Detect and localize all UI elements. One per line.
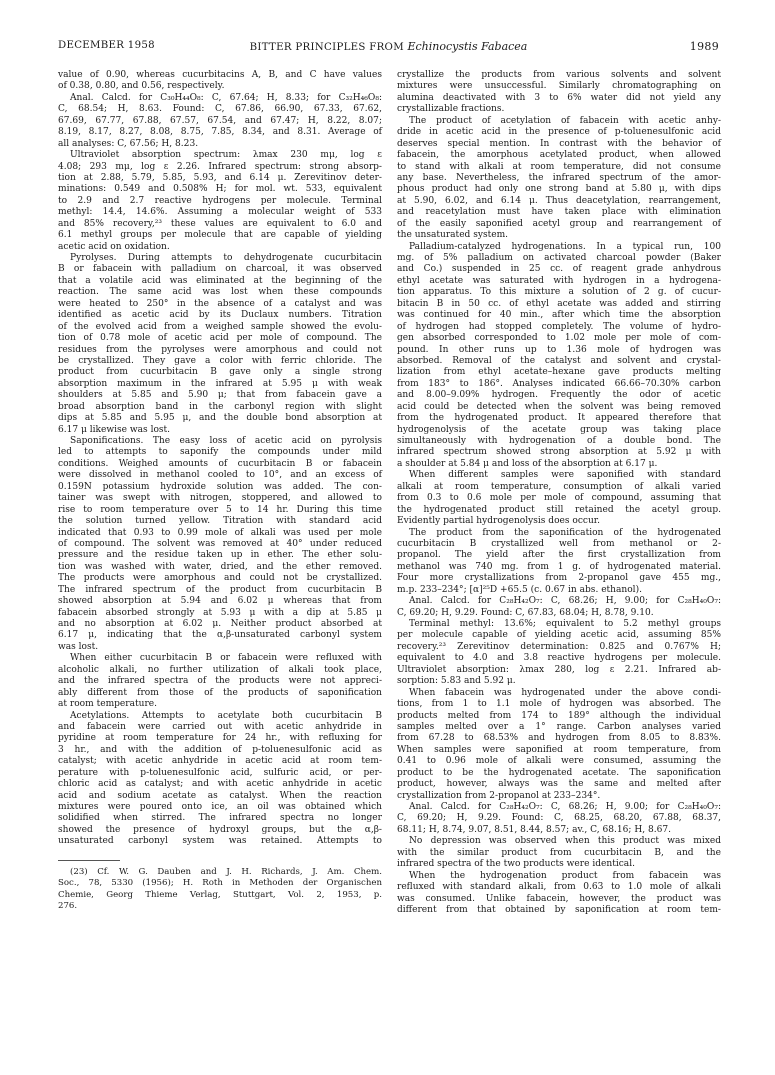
text-line: Terminal methyl: 13.6%; equivalent to 5.2 methyl groups (409, 619, 721, 629)
text-line: When the hydrogenation product from fabacein was (409, 870, 721, 881)
text-line: and 8.00–9.09% hydrogen. Frequently the odor of acetic (397, 390, 721, 401)
text-line: and reacetylation must have taken place with elimination (397, 207, 721, 218)
header-title-prefix: BITTER PRINCIPLES FROM (249, 42, 408, 53)
text-line: infrared spectra of the two products were identical. (397, 859, 635, 870)
footnote-line: Chemie, Georg Thieme Verlag, Stuttgart, Vol. 2, 1953, p. (58, 889, 382, 900)
left-column-body (58, 70, 382, 848)
text-line: When fabacein was hydrogenated under the above condi- (409, 687, 721, 698)
text-line: and 85% recovery,²³ these values are equivalent to 6.0 and (58, 218, 382, 229)
text-line: with the similar product from cucurbitacin B, and the (397, 847, 721, 858)
text-line: Evidently partial hydrogenolysis does occur. (397, 516, 600, 527)
text-line: tion apparatus. To this mixture a solution of 2 g. of cucur- (397, 287, 721, 298)
text-line: The product from the saponification of the hydrogenated (409, 527, 721, 538)
text-line: cucurbitacin B crystallized well from methanol or 2- (397, 538, 721, 549)
text-line: and Co.) suspended in 25 cc. of reagent grade anhydrous (397, 264, 721, 275)
text-line: Pyrolyses. During attempts to dehydrogenate cucurbitacin (70, 253, 382, 263)
text-line: hydrogenolysis of the acetate group was taking place (397, 424, 721, 435)
text-line: shoulders at 5.85 and 5.90 μ; that from fabacein gave a (58, 390, 382, 401)
text-line: C, 68.54; H, 8.63. Found: C, 67.86, 66.90, 67.33, 67.62, (58, 104, 382, 115)
text-line: and fabacein were carried out with acetic anhydride in (58, 721, 382, 732)
text-line: chloric acid as catalyst; and with acetic anhydride in acetic (58, 779, 382, 790)
header-title (58, 40, 719, 53)
text-line: were dissolved in methanol cooled to 10°, and an excess of (58, 470, 382, 481)
footnote (58, 867, 382, 913)
text-line: fabacein, the amorphous acetylated product, when allowed (397, 150, 721, 161)
footnote-gap (58, 848, 382, 854)
text-line: The products were amorphous and could not be crystallized. (58, 573, 382, 584)
text-line: conditions. Weighed amounts of cucurbitacin B or fabacein (58, 458, 382, 469)
text-line: 4.08; 293 mμ, log ε 2.26. Infrared spectrum: strong absorp- (58, 161, 382, 172)
text-line: samples melted over a 1° range. Carbon analyses varied (397, 721, 721, 732)
text-line: solidified when stirred. The infrared spectra no longer (58, 813, 382, 824)
text-line: gen absorbed corresponded to 1.02 mole per mole of com- (397, 333, 721, 344)
text-line: Acetylations. Attempts to acetylate both cucurbitacin B (70, 710, 382, 721)
text-line: reaction. The same acid was lost when these compounds (58, 287, 382, 298)
text-line: 6.1 methyl groups per molecule that are capable of yielding (58, 230, 382, 241)
left-column (58, 70, 382, 913)
text-line: recovery.²³ Zerevitinov determination: 0.825 and 0.767% H; (397, 641, 721, 652)
text-line: absorption maximum in the infrared at 5.95 μ with weak (58, 378, 382, 389)
text-line: per molecule capable of yielding acetic acid, assuming 85% (397, 630, 721, 641)
text-line: the solution turned yellow. Titration with standard acid (58, 516, 382, 527)
text-line: ably different from those of the products of saponification (58, 687, 382, 698)
text-line: products melted from 174 to 189° although the individual (397, 710, 721, 721)
text-line: all analyses: C, 67.56; H, 8.23. (58, 138, 199, 149)
text-line: mixtures were unsuccessful. Similarly chromatographing on (397, 81, 721, 92)
text-line: value of 0.90, whereas cucurbitacins A, B, and C have values (58, 70, 382, 80)
text-line: showed absorption at 5.94 and 6.02 μ whereas that from (58, 596, 382, 607)
text-line: pressure and the residue taken up in ether. The ether solu- (58, 550, 382, 561)
text-line: methanol was 740 mg. from 1 g. of hydrogenated material. (397, 561, 721, 572)
text-line: tion at 2.88, 5.79, 5.85, 5.93, and 6.14 μ. Zerevitinov deter- (58, 172, 382, 183)
text-line: from the hydrogenated product. It appeared therefore that (397, 413, 721, 424)
text-line: alumina deactivated with 3 to 6% water did not yield any (397, 92, 721, 103)
text-line: a shoulder at 5.84 μ and loss of the absorption at 6.17 μ. (397, 458, 658, 469)
text-line: propanol. The yield after the first crystallization from (397, 550, 721, 561)
right-column (397, 70, 721, 916)
text-line: The infrared spectrum of the product from cucurbitacin B (58, 584, 382, 595)
text-line: product, however, always was the same and melted after (397, 779, 721, 790)
text-line: showed the presence of hydroxyl groups, but the α,β- (58, 824, 382, 835)
text-line: of hydrogen had stopped completely. The volume of hydro- (397, 321, 721, 332)
text-line: from 0.3 to 0.6 mole per mole of compound, assuming that (397, 493, 721, 504)
text-line: No depression was observed when this product was mixed (409, 836, 721, 847)
text-line: indicated that 0.93 to 0.99 mole of alkali was used per mole (58, 527, 382, 538)
footnote-line: 276. (58, 901, 78, 912)
text-line: When different samples were saponified with standard (409, 470, 721, 481)
right-column-body (397, 70, 721, 916)
text-line: was consumed. Unlike fabacein, however, the product was (397, 893, 721, 904)
text-line: ethyl acetate was saturated with hydrogen in a hydrogena- (397, 275, 721, 286)
text-line: 0.41 to 0.96 mole of alkali were consumed, assuming the (397, 756, 721, 767)
text-line: infrared spectrum showed strong absorption at 5.92 μ with (397, 447, 721, 458)
text-line: unsaturated carbonyl system was retained. Attempts to (58, 836, 382, 847)
text-line: When either cucurbitacin B or fabacein were refluxed with (70, 653, 382, 664)
running-header (58, 40, 719, 54)
text-line: alkali at room temperature, consumption of alkali varied (397, 481, 721, 492)
text-line: different from that obtained by saponification at room tem- (397, 904, 721, 915)
text-line: dips at 5.85 and 5.95 μ, and the double bond absorption at (58, 413, 382, 424)
text-line: fabacein absorbed strongly at 5.93 μ with a dip at 5.85 μ (58, 607, 382, 618)
text-line: rise to room temperature over 5 to 14 hr. During this time (58, 504, 382, 515)
text-line: 67.69, 67.77, 67.88, 67.57, 67.54, and 67.47; H, 8.22, 8.07; (58, 115, 382, 126)
text-line: at room temperature. (58, 699, 158, 710)
text-line: methyl: 14.4, 14.6%. Assuming a molecular weight of 533 (58, 207, 382, 218)
text-line: the unsaturated system. (397, 230, 509, 241)
text-line: be crystallized. They gave a color with ferric chloride. The (58, 355, 382, 366)
text-line: broad absorption band in the carbonyl region with slight (58, 401, 382, 412)
text-line: 68.11; H, 8.74, 9.07, 8.51, 8.44, 8.57; av., C, 68.16; H, 8.67. (397, 824, 672, 835)
text-line: and no absorption at 6.02 μ. Neither product absorbed at (58, 619, 382, 629)
text-line: acid could be detected when the solvent was being removed (397, 401, 721, 412)
text-line: of compound. The solvent was removed at 40° under reduced (58, 538, 382, 549)
text-line: Saponifications. The easy loss of acetic acid on pyrolysis (70, 436, 382, 446)
text-line: residues from the pyrolyses were amorphous and could not (58, 344, 382, 355)
text-line: was lost. (58, 641, 99, 652)
text-line: 3 hr., and with the addition of p-toluenesulfonic acid as (58, 744, 382, 755)
text-line: Anal. Calcd. for C₂₈H₄₂O₇: C, 68.26; H, 9.00; for C₂₈H₄₀O₇: (409, 596, 721, 607)
header-title-italic: Echinocystis Fabacea (407, 40, 528, 53)
footnote-line: (23) Cf. W. G. Dauben and J. H. Richards, J. Am. Chem. (70, 866, 382, 877)
text-line: were heated to 250° in the absence of a catalyst and was (58, 298, 382, 309)
text-line: product to be the hydrogenated acetate. The saponification (397, 767, 721, 778)
text-line: phous product had only one strong band at 5.80 μ, with dips (397, 184, 721, 195)
page-number: 1989 (689, 40, 719, 53)
text-line: When samples were saponified at room temperature, from (397, 744, 721, 755)
text-line: acid and sodium acetate as catalyst. When the reaction (58, 790, 382, 801)
text-line: to 2.9 and 2.7 reactive hydrogens per molecule. Terminal (58, 195, 382, 206)
text-line: was continued for 40 min., after which time the absorption (397, 310, 721, 321)
text-line: from 183° to 186°. Analyses indicated 66.66–70.30% carbon (397, 378, 721, 389)
text-line: refluxed with standard alkali, from 0.63 to 1.0 mole of alkali (397, 882, 721, 893)
text-line: sorption: 5.83 and 5.92 μ. (397, 676, 516, 687)
text-line: perature with p-toluenesulfonic acid, sulfuric acid, or per- (58, 767, 382, 778)
text-line: crystallize the products from various solvents and solvent (397, 70, 721, 80)
text-line: minations: 0.549 and 0.508% H; for mol. wt. 533, equivalent (58, 184, 382, 195)
text-line: 6.17 μ likewise was lost. (58, 424, 171, 435)
text-line: lization from ethyl acetate–hexane gave products melting (397, 367, 721, 378)
text-line: m.p. 233–234°; [α]²⁵D +65.5 (c. 0.67 in abs. ethanol). (397, 584, 642, 595)
text-line: alcoholic alkali, no further utilization of alkali took place, (58, 664, 382, 675)
text-line: tion was washed with water, dried, and the ether removed. (58, 561, 382, 572)
text-line: C, 69.20; H, 9.29. Found: C, 67.83, 68.04; H, 8.78, 9.10. (397, 607, 654, 618)
text-line: tion of 0.78 mole of acetic acid per mole of compound. The (58, 333, 382, 344)
text-line: Ultraviolet absorption spectrum: λmax 230 mμ, log ε (70, 150, 382, 161)
text-line: B or fabacein with palladium on charcoal, it was observed (58, 264, 382, 275)
text-line: acetic acid on oxidation. (58, 241, 170, 252)
text-line: tions, from 1 to 1.1 mole of hydrogen was absorbed. The (397, 699, 721, 710)
text-line: crystallizable fractions. (397, 104, 505, 115)
text-line: Four more crystallizations from 2-propanol gave 455 mg., (397, 573, 721, 584)
text-line: that a volatile acid was eliminated at the beginning of the (58, 275, 382, 286)
text-line: of the evolved acid from a weighed sample showed the evolu- (58, 321, 382, 332)
text-line: tainer was swept with nitrogen, stoppered, and allowed to (58, 493, 382, 504)
footnote-line: Soc., 78, 5330 (1956); H. Roth in Methoden der Organischen (58, 878, 382, 889)
text-line: from 67.28 to 68.53% and hydrogen from 8.05 to 8.83%. (397, 733, 721, 744)
text-line: of the easily saponified acetyl group and rearrangement of (397, 218, 721, 229)
text-line: to stand with alkali at room temperature, did not consume (397, 161, 721, 172)
text-line: bitacin B in 50 cc. of ethyl acetate was added and stirring (397, 298, 721, 309)
text-line: pyridine at room temperature for 24 hr., with refluxing for (58, 733, 382, 744)
text-line: product from cucurbitacin B gave only a single strong (58, 367, 382, 378)
text-line: led to attempts to saponify the compounds under mild (58, 447, 382, 458)
text-line: pound. In other runs up to 1.36 mole of hydrogen was (397, 344, 721, 355)
text-line: equivalent to 4.0 and 3.8 reactive hydrogens per molecule. (397, 653, 721, 664)
text-line: The product of acetylation of fabacein with acetic anhy- (409, 115, 721, 126)
text-line: crystallization from 2-propanol at 233–234°. (397, 790, 601, 801)
header-date: DECEMBER 1958 (58, 40, 155, 51)
text-line: and the infrared spectra of the products were not appreci- (58, 676, 382, 687)
text-line: mixtures were poured onto ice, an oil was obtained which (58, 802, 382, 812)
text-line: mg. of 5% palladium on activated charcoal powder (Baker (397, 253, 721, 263)
text-line: identified as acetic acid by its Duclaux numbers. Titration (58, 310, 382, 321)
text-line: the hydrogenated product still retained the acetyl group. (397, 504, 721, 515)
text-line: dride in acetic acid in the presence of p-toluenesulfonic acid (397, 127, 721, 138)
text-line: Palladium-catalyzed hydrogenations. In a typical run, 100 (409, 241, 721, 252)
text-line: deserves special mention. In contrast with the behavior of (397, 138, 721, 149)
text-line: of 0.38, 0.80, and 0.56, respectively. (58, 81, 225, 92)
text-line: 0.159N potassium hydroxide solution was added. The con- (58, 481, 382, 492)
text-line: Anal. Calcd. for C₂₈H₄₂O₇: C, 68.26; H, 9.00; for C₂₈H₄₀O₇: (409, 802, 721, 812)
footnote-rule (58, 860, 120, 861)
text-line: Anal. Calcd. for C₃₀H₄₄O₈: C, 67.64; H, 8.33; for C₃₂H₄₆O₈: (70, 92, 382, 103)
text-line: 6.17 μ, indicating that the α,β-unsaturated carbonyl system (58, 630, 382, 641)
text-line: 8.19, 8.17, 8.27, 8.08, 8.75, 7.85, 8.34, and 8.31. Average of (58, 127, 382, 138)
text-line: at 5.90, 6.02, and 6.14 μ. Thus deacetylation, rearrangement, (397, 195, 721, 206)
text-line: Ultraviolet absorption: λmax 280, log ε 2.21. Infrared ab- (397, 664, 721, 675)
text-line: any base. Nevertheless, the infrared spectrum of the amor- (397, 172, 721, 183)
text-line: absorbed. Removal of the catalyst and solvent and crystal- (397, 355, 721, 366)
text-line: C, 69.20; H, 9.29. Found: C, 68.25, 68.20, 67.88, 68.37, (397, 813, 721, 824)
text-line: catalyst; with acetic anhydride in acetic acid at room tem- (58, 756, 382, 767)
text-line: simultaneously with hydrogenation of a double bond. The (397, 436, 721, 446)
